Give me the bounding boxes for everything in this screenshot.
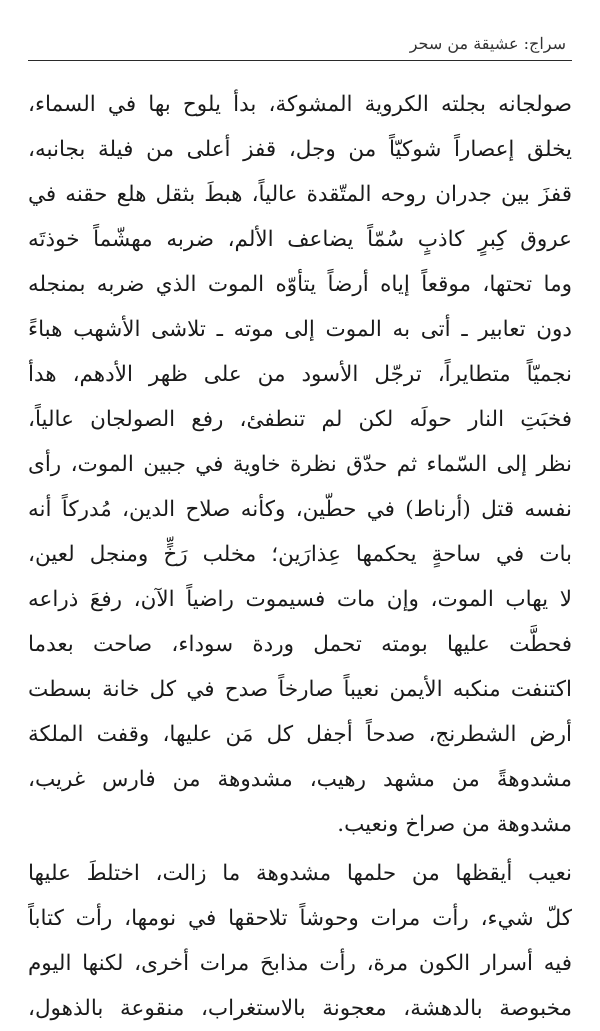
text-line: نظر إلى السّماء ثم حدّق نظرة خاوية في جبين الموت، رأى bbox=[28, 452, 572, 477]
text-line: لا يهاب الموت، وإن مات فسيموت راضياً الآن، رفعَ ذراعه bbox=[28, 587, 572, 612]
text-line: فخبَتِ النار حولَه لكن لم تنطفئ، رفع الصولجان عالياً، bbox=[28, 407, 572, 432]
text-line: مخبوصة بالدهشة، معجونة بالاستغراب، منقوعة بالذهول، bbox=[28, 996, 572, 1021]
text-line: بات في ساحةٍ يحكمها عِذارَين؛ مخلب رَخٍّ ومنجل لعين، bbox=[28, 542, 572, 567]
text-line: يخلق إعصاراً شوكيّاً من وجل، قفز أعلى من فيلة بجانبه، bbox=[28, 137, 572, 162]
text-line: مشدوهةً من مشهد رهيب، مشدوهة من فارس غريب، bbox=[28, 767, 572, 792]
running-title: سراج: عشيقة من سحر bbox=[409, 34, 566, 53]
paragraph-1 bbox=[28, 82, 572, 847]
text-line: فحطَّت عليها بومته تحمل وردة سوداء، صاحت بعدما bbox=[28, 632, 572, 657]
running-header bbox=[28, 30, 572, 61]
text-line: دون تعابير ـ أتى به الموت إلى موته ـ تلاشى الأشهب هباءً bbox=[28, 317, 572, 342]
text-line: فيه أسرار الكون مرة، رأت مذابحَ مرات أخرى، لكنها اليوم bbox=[28, 951, 572, 976]
text-line: مشدوهة من صراخ ونعيب. bbox=[337, 812, 572, 837]
text-line: كلّ شيء، رأت مرات وحوشاً تلاحقها في نومها، رأت كتاباً bbox=[28, 906, 572, 931]
text-line: وما تحتها، موقعاً إياه أرضاً يتأوّه الموت الذي ضربه بمنجله bbox=[28, 272, 572, 297]
text-line: نعيب أيقظها من حلمها مشدوهة ما زالت، اختلطَ عليها bbox=[28, 861, 572, 886]
text-line: قفزَ بين جدران روحه المتّقدة عالياً، هبطَ بثقل هلع حقنه في bbox=[28, 182, 572, 207]
paragraph-2 bbox=[28, 851, 572, 1031]
text-line: عروق كِبرٍ كاذبٍ سُمّاً يضاعف الألم، ضربه مهشّماً خوذتَه bbox=[28, 227, 572, 252]
text-line: نفسه قتل (أرناط) في حطّين، وكأنه صلاح الدين، مُدركاً أنه bbox=[28, 497, 572, 522]
text-line: أرض الشطرنج، صدحاً أجفل كل مَن عليها، وقفت الملكة bbox=[28, 722, 572, 747]
body-text bbox=[28, 82, 572, 1031]
text-line: اكتنفت منكبه الأيمن نعيباً صارخاً صدح في كل خانة بسطت bbox=[28, 677, 572, 702]
text-line: صولجانه بجلته الكروية المشوكة، بدأ يلوح بها في السماء، bbox=[28, 92, 572, 117]
text-line: نجميّاً متطايراً، ترجّل الأسود من على ظهر الأدهم، هدأ bbox=[28, 362, 572, 387]
